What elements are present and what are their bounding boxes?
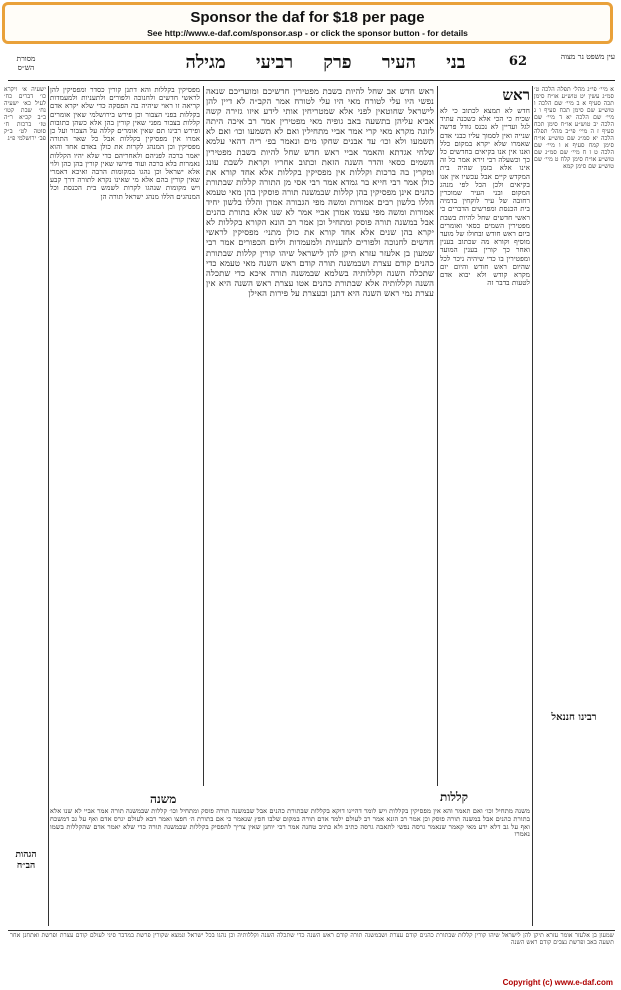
column-divider — [203, 86, 204, 786]
column-divider — [48, 86, 49, 926]
masoret-column — [4, 86, 46, 906]
footer-divider — [8, 930, 615, 931]
sponsor-subtitle: See http://www.e-daf.com/sponsor.asp - or click the sponsor button - for details — [147, 28, 468, 38]
column-divider — [532, 86, 533, 926]
klalot-heading: קללות — [440, 790, 469, 804]
bottom-commentary-text: משנה מתחיל וכו׳ ואם תאמר והא אין מפסיקין בקללות ויש לומר דהיינו דוקא בקללות שבתורת כהנים אבל שבמשנה תורה פוסק ומתחיל וכו׳ קללות שבמשנה תורה אמר אביי לא שנו אלא בתורת כהנים אבל במשנה תורה פוסק וכן אמר רב הונא אמר רב לעולם ילמד אדם תורה במקום שלבו חפץ שנאמר כי אם בתורת ה׳ חפצו ואמר רבא לעולם יגרס אדם ואף על גב דמשכח ואף על גב דלא ידע מאי קאמר שנאמר גרסה נפשי לתאבה גרסה כתיב ולא כתיב טחנה אמר רבי יוחנן שאין צריך להפסיק בקללות שבמשנה תורה כדי שלא יאמר אדם שהקללות בשמו נאמרו — [50, 808, 530, 839]
page-header — [0, 48, 621, 82]
masoret-text: ישעיה א׳ ויקרא כו׳ דברים כח׳ לעיל כא׳ ישעיה נח׳ שבת קטו׳ ב״ב קכ״א ר״ה טז׳ ברכות ח׳ סוטה לט׳ ב״ק פב׳ ירושלמי פ״ג — [4, 86, 46, 142]
footer-notes-text: שמעון בן אלעזר אומר עזרא תיקן להן לישראל שיהו קורין קללות שבתורת כהנים קודם עצרת ושבמשנה תורה קודם ראש השנה כדי שתכלה השנה וקללותיה וכן נהגו בכל ישראל ונמצא שקורין פרשת במדבר סיני לעולם קודם עצרת ופרשת ואתחנן אחר תשעה באב ופרשת נצבים קודם ראש השנה — [10, 932, 614, 946]
header-left-note: מסורת הש״ס — [16, 54, 36, 72]
page-title: בני העיר פרק רביעי מגילה — [185, 52, 466, 73]
gemara-text: ראש חדש אב שחל להיות בשבת מפטירין חדשיכם ומועדיכם שנאה נפשי היו עלי לטורח מאי היו עלי לטורח אמר הקב״ה לא דיין להן לישראל שחוטאין לפני אלא שמטריחין אותי לידע איזו גזירה קשה אביא עליהן בתשעה באב גופיה מאי מפטירין אמר רב איכה היתה לזונה מקרא מאי קרי אמר אביי מתחילין ואם לא תשמעו וכו׳ ואם לא תשמעו ולא וכו׳ עד אבנים שחקו מים ונאמר בפ׳ ריה דהאי עלמא שלחי אגדתא והאמר אביי ראש חדש שחל להיות בשבת מפטירין השמים כסאי והדר השנה הזאת וכתוב אחריו וקראת לשבת עונג ומקרין בה ברכות וקללות אין מפסיקין בקללות אלא אחד קורא את כולן אמר רבי חייא בר גמדא אמר רבי אסי מן התורה קללות שבתורת כהנים אינן מפסיקין בהן קללות שבמשנה תורה פוסקין בהן מאי טעמא הללו בלשון רבים אמורות ומשה מפי הגבורה אמרן והללו בלשון יחיד אמורות ומשה מפי עצמו אמרן אביי אמר לא שנו אלא בתורת כהנים אבל במשנה תורה פוסק ומתחיל וכן אמר רב הונא הקורא בקללות לא יקרא בהן שנים אלא אחד קורא את כולן מתני׳ מפסיקין לראשי חדשים לחנוכה ולפורים לתעניות ולמעמדות וליום הכפורים אמר רבי שמעון בן אלעזר עזרא תיקן להן לישראל שיהו קורין קללות שבתורת כהנים קודם עצרת ושבמשנה תורה קודם ראש השנה מאי טעמא כדי שתכלה השנה וקללותיה בשלמא שבמשנה תורה איכא כדי שתכלה השנה וקללותיה אלא שבתורת כהנים אטו עצרת ראש השנה היא אין עצרת נמי ראש השנה היא דתנן ובעצרת על פירות האילן — [206, 86, 434, 298]
tosafot-column — [50, 86, 200, 786]
ein-mishpat-text: א מיי׳ פי״ג מהל׳ תפלה הלכה ט׳ סמ״ג עשין יט טוש״ע או״ח סימן תכה סעיף א ב מיי׳ שם הלכה ו טוש״ע שם סימן תכח סעיף ו ג מיי׳ שם הלכה יא ד מיי׳ שם הלכה יב טוש״ע או״ח סימן תכח סעיף ז ה מיי׳ פי״ב מהל׳ תפלה הלכה יא סמ״ג שם טוש״ע או״ח סימן קמח סעיף א ו מיי׳ שם הלכה ט ז ח מיי׳ שם סמ״ג שם טוש״ע או״ח סימן קלח ט מיי׳ שם טוש״ע שם סימן קמא — [534, 86, 614, 170]
header-divider — [8, 80, 615, 81]
ein-mishpat-column — [534, 86, 614, 806]
footer-notes — [10, 932, 614, 972]
rashi-text: חדש לא תמצא לכתוב כי לא שכיח כי הכי אלא כשכנה עתיד לגל ועדיין לא נכנס גודל פרשה שנייה ואין לסמוך עליו כבני אדם שאמרו שלא יקרא במקום כלל ואנו אין אנו בקיאים בחדשים כל כך וכשעלה רבי זירא אמר כל זה אינו אלא בזמן שהיה בית המקדש קיים אבל עכשיו אין אנו בקיאים ולכן הכל לפי מנהג המקום ובני העיר שמוכרין רחובה של עיר לוקחין בדמיה בית הכנסת ומפרשים הדברים כי ראשי חדשים שחל להיות בשבת מפטירין השמים כסאי ואומרים ביום ראש חודש ובחולו של מועד מוסיף וקורא מה שכתוב בענין ואחר כך קורין בענין המועד ומפטירין בו כדי שיהיה ניכר לכל שהיום ראש חודש והיום יום מקרא קודש ולא יבוא אדם לטעות בדבר זה — [440, 107, 530, 288]
rashi-lead-word: ראש — [502, 86, 530, 104]
bottom-commentary — [50, 808, 530, 928]
column-divider — [437, 86, 438, 786]
rashi-column — [440, 86, 530, 786]
page-number: 62 — [508, 54, 527, 69]
gemara-column — [206, 86, 434, 786]
rabbenu-chananel-heading: רבינו חננאל — [551, 712, 597, 723]
tosafot-text: מפסיקין בקללות והא דתנן קורין כסדר ומפסיקין להן לראשי חדשים ולחנוכה ולפורים ולתעניות ולמעמדות קריאה זו ראוי שיהיה בה הפסקה כדי שלא יקרא אדם בקללות בפני הצבור וכן פירש בירושלמי שאין אומרים קללות בצבור מפני שאין קורין בהן אלא כשהן כתובות ופירש רבינו תם שאין אומרים קללה על הצבור ועל כן אמרו אין מפסיקין בקללות אבל כל שאר התורה מפסיקין וכן המנהג לקרות את כולן באדם אחד והוא יאמר ברכה לפניהם ולאחריהם כדי שלא יהיו הקללות נאמרות בלא ברכה ועוד פירשו שאין קורין בהן כהן ולוי אלא ישראל וכן נהגו במקומות הרבה ואיכא דאמרי שאין קורין בהם אלא מי שאינו נקרא לתורה דרך קבע ויש מקומות שנהגו לקרות לשמש בית הכנסת וכל המנהגים הללו מנהג ישראל תורה הן — [50, 86, 200, 201]
copyright-link[interactable]: Copyright (c) www.e-daf.com — [502, 978, 613, 987]
header-right-note: עין משפט נר מצוה — [560, 52, 615, 61]
sponsor-banner[interactable] — [2, 2, 613, 44]
haggahot-heading: הגהות הב״ח — [15, 850, 37, 871]
sponsor-title: Sponsor the daf for $18 per page — [190, 9, 425, 26]
mishna-heading: משנה — [150, 792, 177, 806]
